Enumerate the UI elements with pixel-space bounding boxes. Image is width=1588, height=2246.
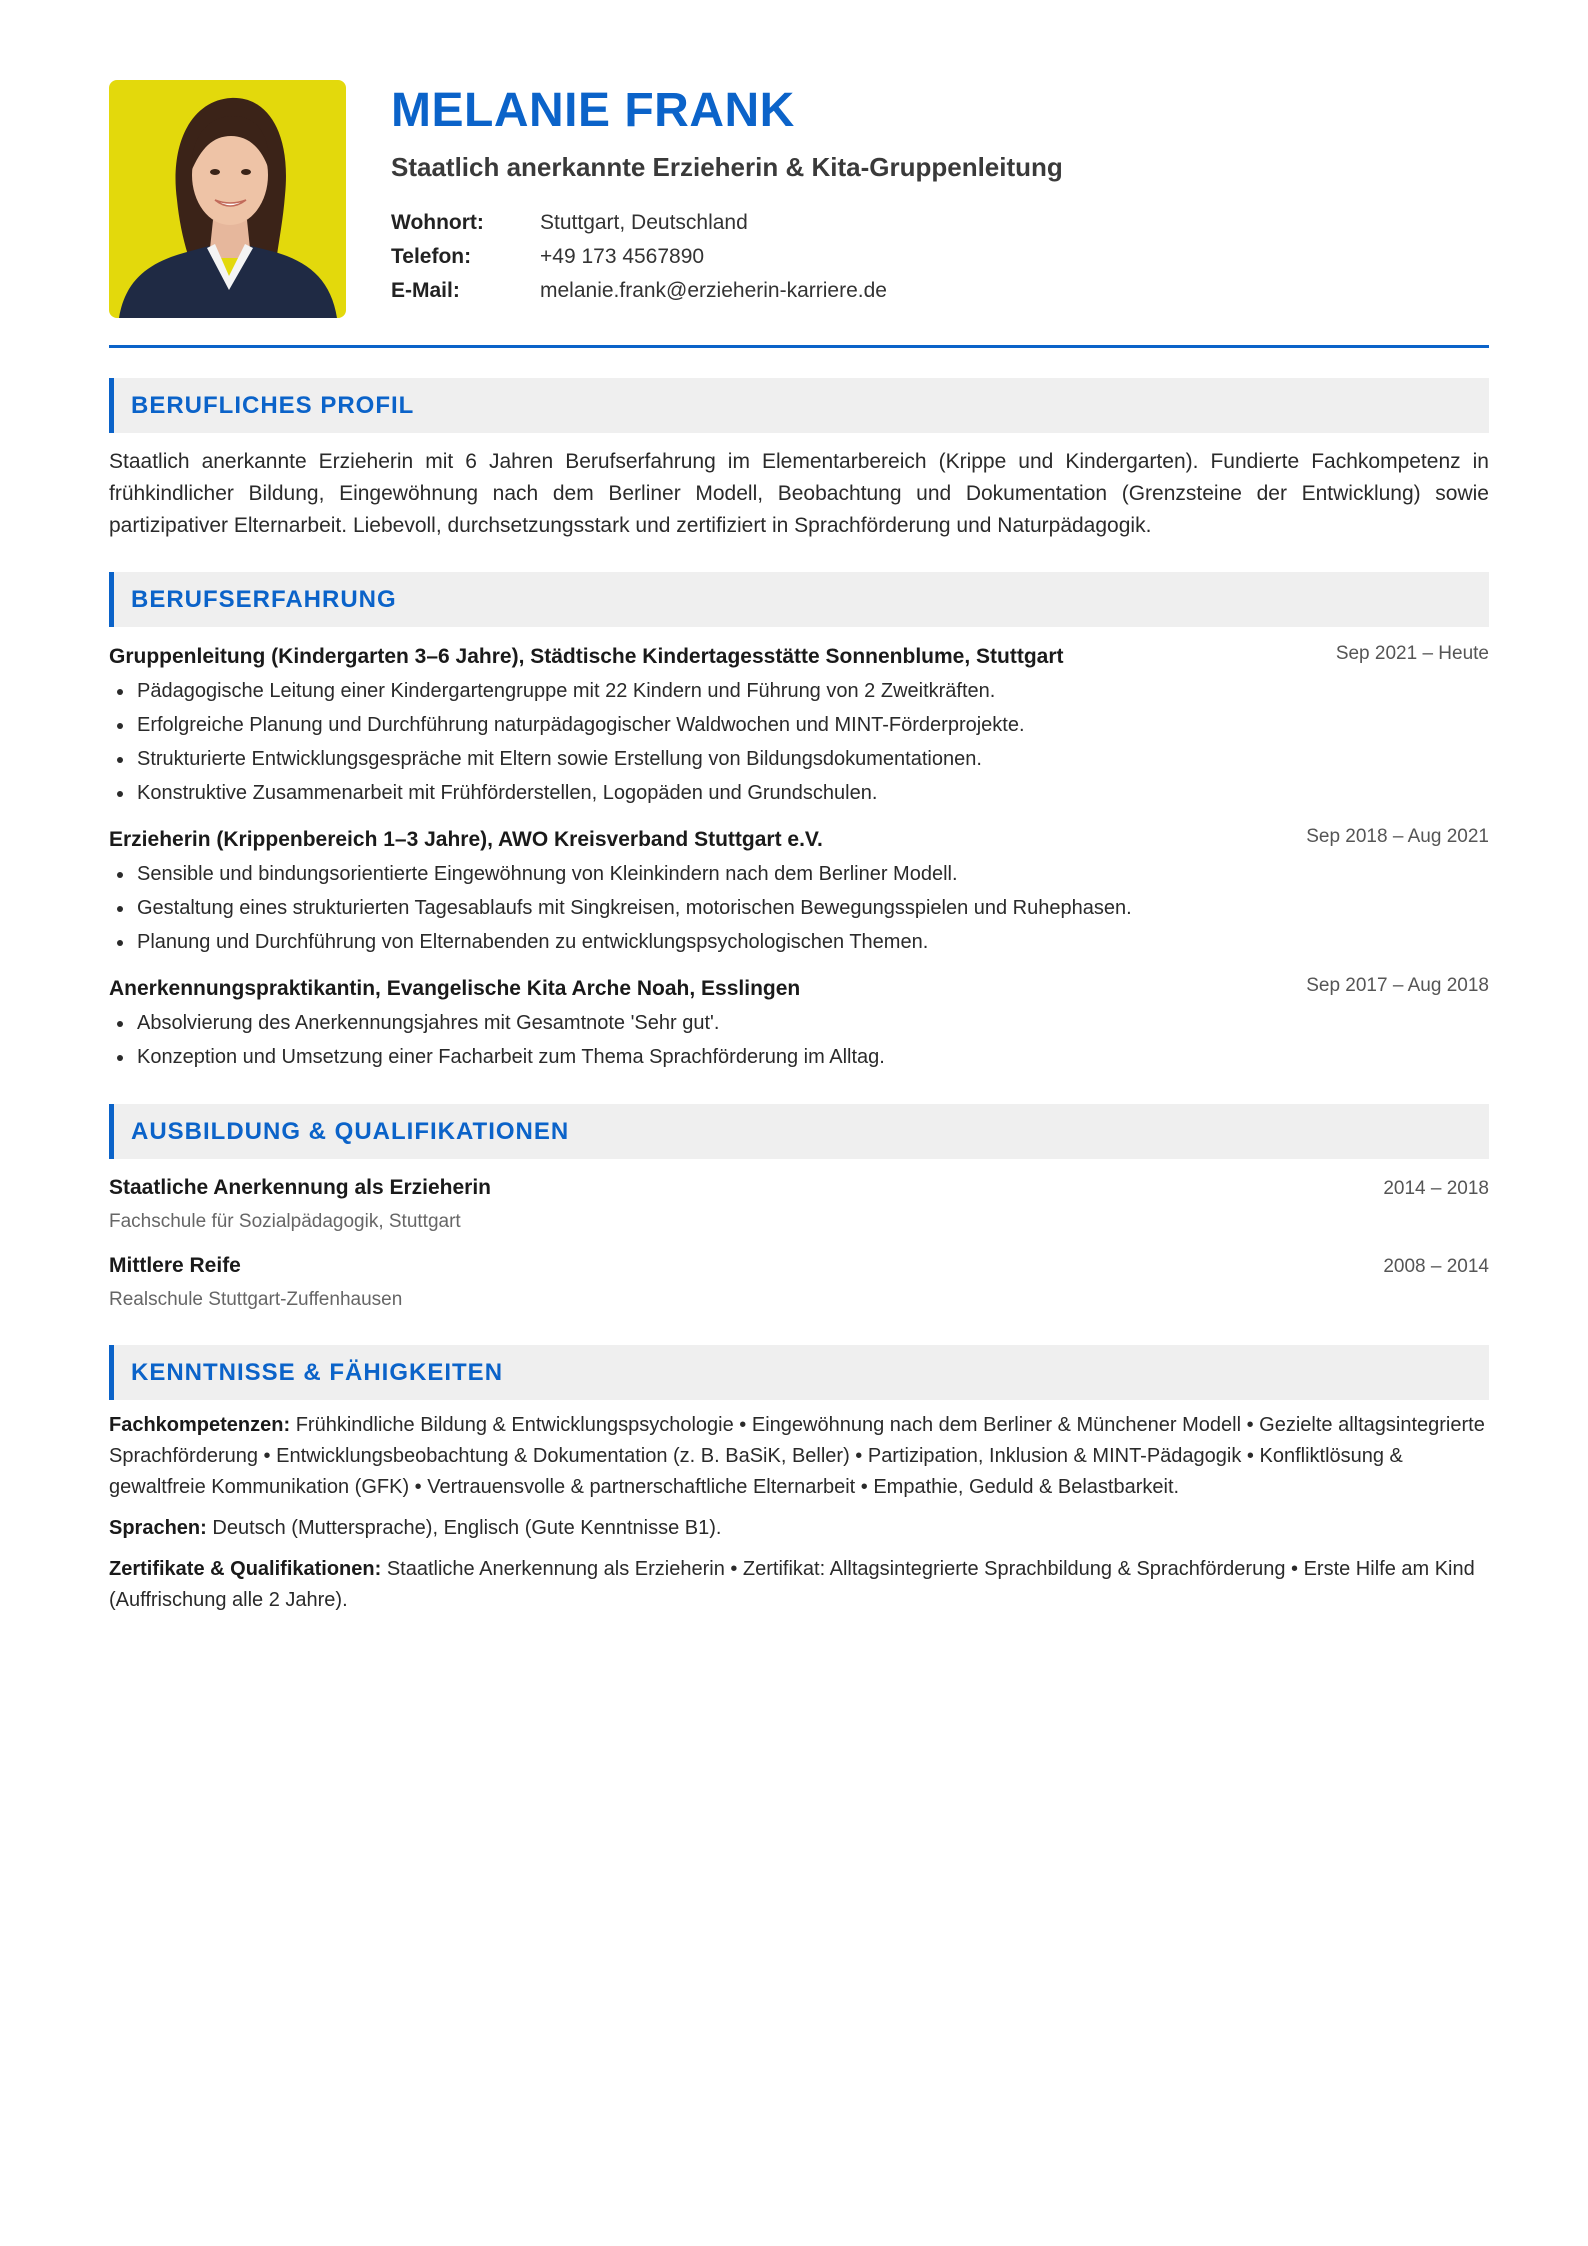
education-title: Mittlere Reife	[109, 1254, 241, 1277]
section-profile	[109, 378, 1489, 542]
section-header	[109, 1345, 1489, 1400]
job-bullets	[109, 1006, 1489, 1074]
skill-text: Staatliche Anerkennung als Erzieherin • Zertifikat: Alltagsintegrierte Sprachbildung & Sprachförderung • Erste Hilfe am Kind (Auffrischung alle 2 Jahre).	[109, 1558, 1475, 1611]
job-header	[109, 974, 1489, 1004]
candidate-name: MELANIE FRANK	[391, 84, 795, 137]
skill-text: Frühkindliche Bildung & Entwicklungspsychologie • Eingewöhnung nach dem Berliner & Münchener Modell • Gezielte alltagsintegrierte Sprachförderung • Entwicklungsbeobachtung & Dokumentation (z. B. BaSiK, Beller) • Partizipation, Inklusion & MINT-Pädagogik • Konfliktlösung & gewaltfreie Kommunikation (GFK) • Vertrauensvolle & partnerschaftliche Elternarbeit • Empathie, Geduld & Belastbarkeit.	[109, 1414, 1485, 1498]
job-date: Sep 2017 – Aug 2018	[1306, 975, 1489, 996]
section-experience	[109, 572, 1489, 1074]
contact-value: Stuttgart, Deutschland	[540, 210, 748, 234]
education-title: Staatliche Anerkennung als Erzieherin	[109, 1176, 491, 1199]
job-date: Sep 2018 – Aug 2021	[1306, 826, 1489, 847]
job-title: Erzieherin (Krippenbereich 1–3 Jahre), AWO Kreisverband Stuttgart e.V.	[109, 828, 823, 851]
education-entry	[109, 1173, 1489, 1237]
resume-page	[109, 80, 1489, 1616]
section-title: BERUFLICHES PROFIL	[131, 391, 415, 419]
section-title: AUSBILDUNG & QUALIFIKATIONEN	[131, 1117, 570, 1145]
bullet-item: Konzeption und Umsetzung einer Facharbeit zum Thema Sprachförderung im Alltag.	[137, 1040, 1489, 1074]
job-title: Anerkennungspraktikantin, Evangelische Kita Arche Noah, Esslingen	[109, 977, 801, 1000]
contact-row-phone	[391, 240, 1063, 274]
skill-label: Sprachen:	[109, 1517, 207, 1539]
bullet-item: Sensible und bindungsorientierte Eingewöhnung von Kleinkindern nach dem Berliner Modell.	[137, 857, 1489, 891]
header-info	[391, 80, 1063, 308]
contact-list	[391, 206, 1063, 308]
job-bullets	[109, 857, 1489, 959]
education-date: 2008 – 2014	[1383, 1256, 1489, 1277]
skill-label: Zertifikate & Qualifikationen:	[109, 1558, 382, 1580]
education-header	[109, 1251, 1489, 1281]
job-entry	[109, 825, 1489, 959]
job-header	[109, 825, 1489, 855]
job-title-subtitle: Staatlich anerkannte Erzieherin & Kita-Gruppenleitung	[391, 152, 1063, 183]
job-entry	[109, 642, 1489, 810]
bullet-item: Absolvierung des Anerkennungsjahres mit Gesamtnote 'Sehr gut'.	[137, 1006, 1489, 1040]
resume-header	[109, 80, 1489, 318]
section-title: KENNTNISSE & FÄHIGKEITEN	[131, 1358, 504, 1386]
contact-label: Telefon:	[391, 244, 472, 268]
contact-label: Wohnort:	[391, 210, 484, 234]
education-date: 2014 – 2018	[1383, 1178, 1489, 1199]
section-header	[109, 572, 1489, 627]
bullet-item: Pädagogische Leitung einer Kindergartengruppe mit 22 Kindern und Führung von 2 Zweitkräften.	[137, 674, 1489, 708]
job-header	[109, 642, 1489, 672]
skill-text: Deutsch (Muttersprache), Englisch (Gute Kenntnisse B1).	[212, 1517, 722, 1539]
skill-paragraph	[109, 1410, 1489, 1503]
contact-row-email	[391, 274, 1063, 308]
section-header	[109, 378, 1489, 433]
section-skills	[109, 1345, 1489, 1616]
job-entry	[109, 974, 1489, 1074]
profile-summary: Staatlich anerkannte Erzieherin mit 6 Jahren Berufserfahrung im Elementarbereich (Krippe und Kindergarten). Fundierte Fachkompetenz in frühkindlicher Bildung, Eingewöhnung nach dem Berliner Modell, Beobachtung und Dokumentation (Grenzsteine der Entwicklung) sowie partizipativer Elternarbeit. Liebevoll, durchsetzungsstark und zertifiziert in Sprachförderung und Naturpädagogik.	[109, 450, 1489, 537]
contact-value: melanie.frank@erzieherin-karriere.de	[540, 278, 887, 302]
bullet-item: Strukturierte Entwicklungsgespräche mit Eltern sowie Erstellung von Bildungsdokumentationen.	[137, 742, 1489, 776]
section-title: BERUFSERFAHRUNG	[131, 585, 397, 613]
profile-photo	[109, 80, 346, 318]
bullet-item: Planung und Durchführung von Elternabenden zu entwicklungspsychologischen Themen.	[137, 925, 1489, 959]
education-entry	[109, 1251, 1489, 1315]
contact-value: +49 173 4567890	[540, 244, 705, 268]
profile-photo-illustration	[109, 80, 346, 318]
skill-label: Fachkompetenzen:	[109, 1414, 291, 1436]
skill-paragraph	[109, 1554, 1489, 1616]
education-school: Realschule Stuttgart-Zuffenhausen	[109, 1289, 403, 1310]
job-bullets	[109, 674, 1489, 810]
job-title: Gruppenleitung (Kindergarten 3–6 Jahre), Städtische Kindertagesstätte Sonnenblume, Stuttgart	[109, 645, 1064, 668]
bullet-item: Gestaltung eines strukturierten Tagesablaufs mit Singkreisen, motorischen Bewegungsspielen und Ruhephasen.	[137, 891, 1489, 925]
job-date: Sep 2021 – Heute	[1335, 643, 1489, 664]
bullet-item: Konstruktive Zusammenarbeit mit Frühförderstellen, Logopäden und Grundschulen.	[137, 776, 1489, 810]
section-education	[109, 1104, 1489, 1315]
contact-label: E-Mail:	[391, 278, 460, 302]
education-school: Fachschule für Sozialpädagogik, Stuttgart	[109, 1211, 461, 1232]
education-header	[109, 1173, 1489, 1203]
bullet-item: Erfolgreiche Planung und Durchführung naturpädagogischer Waldwochen und MINT-Förderprojekte.	[137, 708, 1489, 742]
section-header	[109, 1104, 1489, 1159]
skill-paragraph	[109, 1513, 1489, 1544]
contact-row-location	[391, 206, 1063, 240]
header-divider	[109, 345, 1489, 348]
